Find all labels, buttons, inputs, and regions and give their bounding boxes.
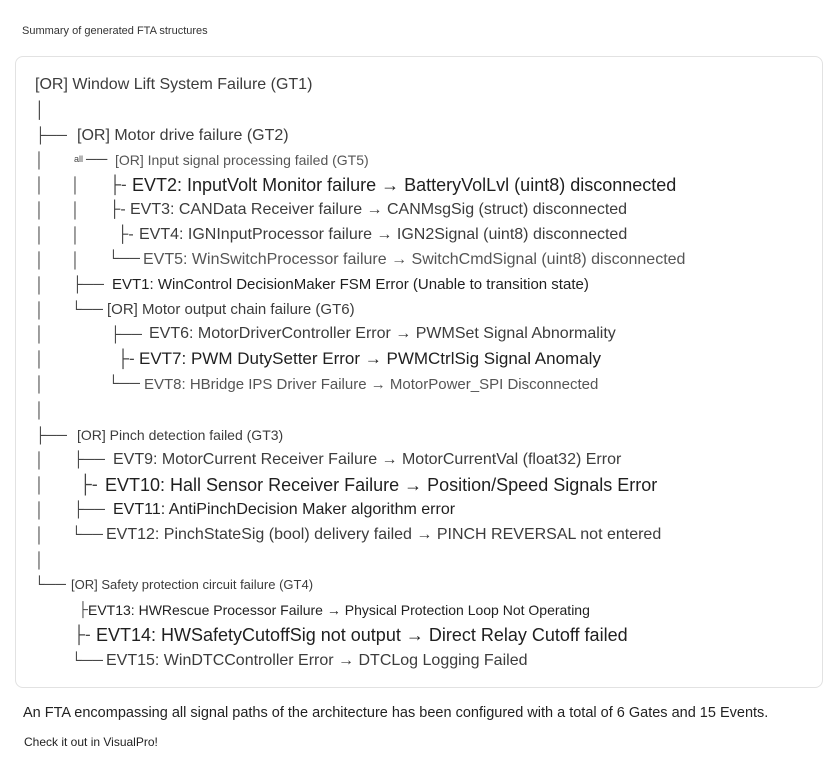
- tree-connector: │: [35, 351, 45, 368]
- tree-connector: └──: [71, 652, 103, 669]
- tree-connector: │: [35, 277, 45, 294]
- tree-connector: ├──: [72, 276, 104, 293]
- event-evt7: EVT7: PWM DutySetter Error → PWMCtrlSig Signal Anomaly: [139, 349, 601, 368]
- tree-connector: │: [35, 177, 45, 194]
- tree-connector: │: [35, 302, 45, 319]
- tree-connector: ──: [86, 151, 108, 168]
- tree-connector: │: [35, 527, 45, 544]
- result-caption: Summary of generated FTA structures: [22, 25, 208, 37]
- event-evt5: EVT5: WinSwitchProcessor failure → SwitchCmdSignal (uint8) disconnected: [143, 251, 686, 268]
- tree-connector: │: [71, 177, 81, 194]
- tree-connector: ├──: [35, 127, 67, 144]
- tree-connector: │: [35, 202, 45, 219]
- tree-connector: ├-: [79, 474, 98, 494]
- tree-connector: │: [35, 376, 45, 393]
- event-evt8: EVT8: HBridge IPS Driver Failure → MotorPower_SPI Disconnected: [144, 376, 599, 393]
- tree-connector: ├-: [73, 625, 91, 644]
- gate-gt6: [OR] Motor output chain failure (GT6): [107, 301, 355, 318]
- tree-connector: │: [71, 227, 81, 244]
- event-evt13: EVT13: HWRescue Processor Failure → Physical Protection Loop Not Operating: [88, 602, 590, 618]
- event-evt9: EVT9: MotorCurrent Receiver Failure → MotorCurrentVal (float32) Error: [113, 451, 622, 468]
- gt5-marker: all: [74, 154, 84, 164]
- tree-connector: ├-: [109, 201, 126, 218]
- tree-connector: ├──: [73, 501, 105, 518]
- tree-connector: ├: [78, 601, 88, 617]
- tree-connector: └──: [108, 375, 140, 392]
- tree-connector: └──: [108, 250, 140, 267]
- tree-connector: │: [71, 252, 81, 269]
- event-evt11: EVT11: AntiPinchDecision Maker algorithm error: [113, 501, 456, 518]
- tree-connector: │: [35, 452, 45, 469]
- fta-tree-panel: [15, 56, 823, 688]
- event-evt10: EVT10: Hall Sensor Receiver Failure → Position/Speed Signals Error: [105, 475, 658, 495]
- event-evt3: EVT3: CANData Receiver failure → CANMsgSig (struct) disconnected: [130, 201, 628, 218]
- event-evt6: EVT6: MotorDriverController Error → PWMSet Signal Abnormality: [149, 325, 616, 342]
- event-evt12: EVT12: PinchStateSig (bool) delivery failed → PINCH REVERSAL not entered: [106, 526, 662, 543]
- event-evt1: EVT1: WinControl DecisionMaker FSM Error (Unable to transition state): [112, 276, 589, 293]
- tree-connector: ├-: [109, 175, 127, 194]
- tree-connector: │: [35, 152, 45, 169]
- event-evt4: EVT4: IGNInputProcessor failure → IGN2Signal (uint8) disconnected: [139, 226, 628, 243]
- tree-connector: └──: [71, 301, 103, 318]
- tree-connector: │: [35, 227, 45, 244]
- tree-connector: ├-: [117, 226, 134, 243]
- tree-connector: │: [71, 202, 81, 219]
- gate-gt4: [OR] Safety protection circuit failure (GT4): [71, 577, 314, 592]
- event-evt14: EVT14: HWSafetyCutoffSig not output → Direct Relay Cutoff failed: [96, 625, 628, 645]
- tree-connector: │: [35, 502, 45, 519]
- tree-connector: │: [35, 552, 45, 569]
- tree-connector: ├──: [110, 326, 142, 343]
- summary-text: An FTA encompassing all signal paths of the architecture has been configured with a total of 6 Gates and 15 Events.: [23, 705, 769, 721]
- tree-connector: │: [35, 477, 45, 494]
- event-evt2: EVT2: InputVolt Monitor failure → BatteryVolLvl (uint8) disconnected: [132, 175, 677, 195]
- tree-connector: │: [35, 326, 45, 343]
- event-evt15: EVT15: WinDTCController Error → DTCLog Logging Failed: [106, 652, 528, 669]
- gate-gt2: [OR] Motor drive failure (GT2): [77, 127, 289, 144]
- tree-connector: └──: [34, 576, 66, 593]
- tree-connector: └──: [71, 526, 103, 543]
- tree-connector: ├──: [35, 427, 67, 444]
- tree-connector: │: [35, 252, 45, 269]
- gate-gt5: [OR] Input signal processing failed (GT5): [115, 152, 369, 168]
- gate-gt1: [OR] Window Lift System Failure (GT1): [35, 76, 313, 93]
- visualpro-link-text: Check it out in VisualPro!: [24, 735, 158, 749]
- tree-connector: │: [35, 102, 45, 119]
- tree-connector: ├-: [117, 349, 135, 368]
- tree-connector: │: [35, 402, 45, 419]
- gate-gt3: [OR] Pinch detection failed (GT3): [77, 427, 284, 443]
- tree-connector: ├──: [73, 451, 105, 468]
